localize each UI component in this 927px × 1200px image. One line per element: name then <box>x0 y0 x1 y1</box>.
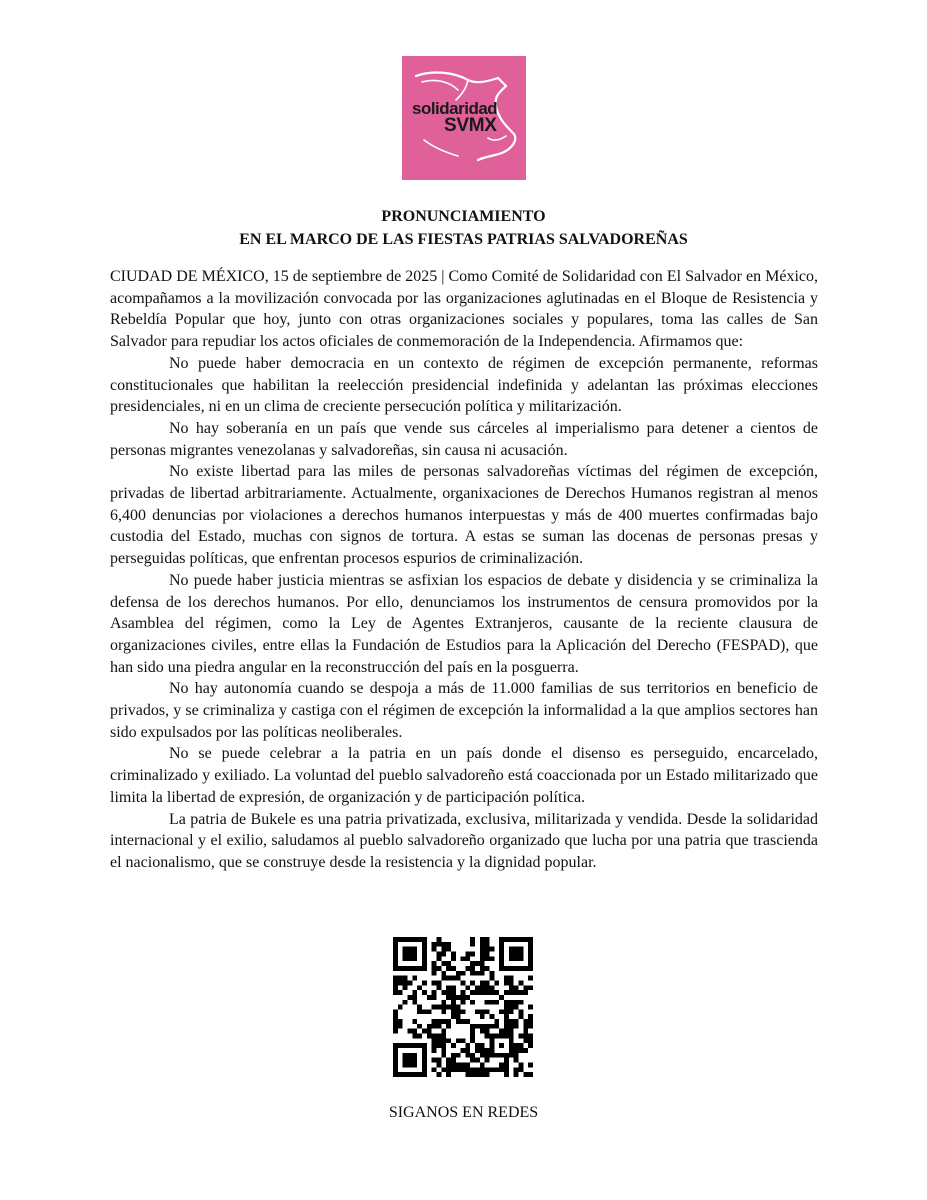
paragraph-cierre: La patria de Bukele es una patria privatizada, exclusiva, militarizada y vendida. Desde la solidaridad internacional y el exilio, saludamos al pueblo salvadoreño organizado que lucha por una patria que trascienda el nacionalismo, que se construye desde la resistencia y la dignidad popular. <box>110 810 818 871</box>
logo-line-2: SVMX <box>444 115 497 136</box>
document-subtitle: EN EL MARCO DE LAS FIESTAS PATRIAS SALVADOREÑAS <box>239 231 688 248</box>
paragraph-autonomia: No hay autonomía cuando se despoja a más de 11.000 familias de sus territorios en beneficio de privados, y se criminaliza y castiga con el régimen de excepción la informalidad a la que amplios sectores han sido expulsados por las políticas neoliberales. <box>110 680 818 741</box>
document-title: PRONUNCIAMIENTO <box>381 208 546 225</box>
paragraph-soberania: No hay soberanía en un país que vende sus cárceles al imperialismo para detener a cientos de personas migrantes venezolanas y salvadoreñas, sin causa ni acusación. <box>110 419 818 459</box>
qr-code[interactable] <box>393 937 533 1077</box>
paragraph-intro: CIUDAD DE MÉXICO, 15 de septiembre de 2025 | Como Comité de Solidaridad con El Salvador en México, acompañamos a la movilización convocada por las organizaciones aglutinadas en el Bloque de Resistencia y Rebeldía Popular que hoy, junto con otras organizaciones sociales y populares, toma las calles de San Salvador para repudiar los actos oficiales de conmemoración de la Independencia. Afirmamos que: <box>110 268 818 351</box>
logo-wordmark <box>412 100 497 135</box>
paragraph-justicia: No puede haber justicia mientras se asfixian los espacios de debate y disidencia y se criminaliza la defensa de los derechos humanos. Por ello, denunciamos los instrumentos de censura promovidos por la Asamblea del régimen, como la Ley de Agentes Extranjeros, causante de la reciente clausura de organizaciones civiles, entre ellas la Fundación de Estudios para la Aplicación del Derecho (FESPAD), que han sido una piedra angular en la reconstrucción del país en la posguerra. <box>110 571 818 676</box>
paragraph-democracia: No puede haber democracia en un contexto de régimen de excepción permanente, reformas constitucionales que habilitan la reelección presidencial indefinida y adelantan las próximas elecciones presidenciales, ni en un clima de creciente persecución política y militarización. <box>110 354 818 416</box>
logo-line-1: solidaridad <box>412 99 498 118</box>
paragraph-patria: No se puede celebrar a la patria en un país donde el disenso es perseguido, encarcelado, criminalizado y exiliado. La voluntad del pueblo salvadoreño está coaccionada por un Estado militarizado que limita la libertad de expresión, de organización y de participación política. <box>110 745 818 806</box>
paragraph-libertad: No existe libertad para las miles de personas salvadoreñas víctimas del régimen de excepción, privadas de libertad arbitrariamente. Actualmente, organixaciones de Derechos Humanos registran al menos 6,400 denuncias por violaciones a derechos humanos interpuestas y más de 400 muertes confirmadas bajo custodia del Estado, muchas con signos de tortura. A estas se suman las docenas de personas presas y perseguidas políticas, que enfrentan procesos espurios de criminalización. <box>110 463 818 568</box>
document-body <box>110 266 818 874</box>
organization-logo <box>402 56 526 180</box>
social-follow-label: SIGANOS EN REDES <box>388 1104 539 1121</box>
